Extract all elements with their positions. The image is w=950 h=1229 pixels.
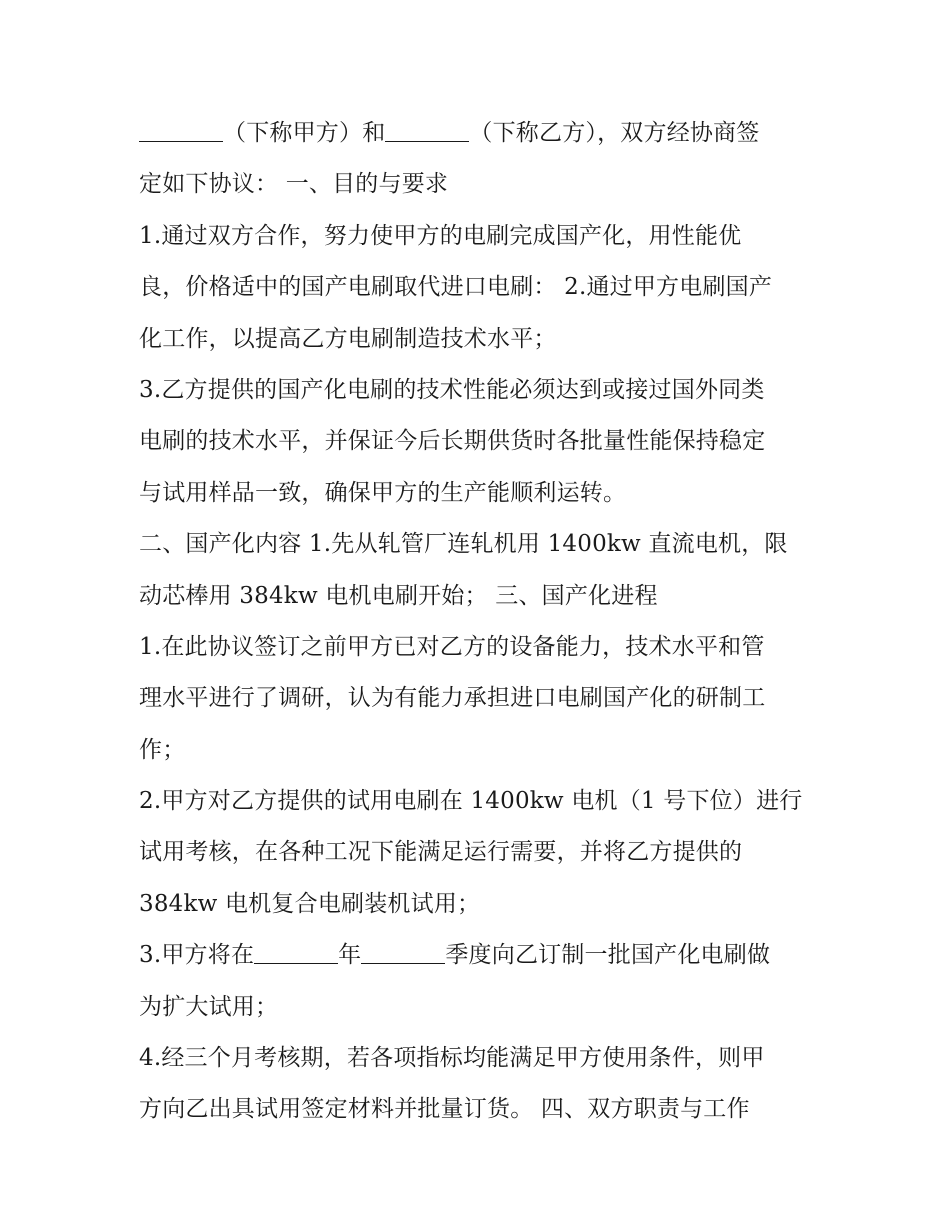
text-line: 电刷的技术水平，并保证今后长期供货时各批量性能保持稳定 [139,428,766,455]
text-line: 1.通过双方合作，努力使甲方的电刷完成国产化，用性能优 [139,222,742,249]
text-line: 良，价格适中的国产电刷取代进口电刷： 2.通过甲方电刷国产 [139,274,773,301]
fill-in-blank[interactable] [254,938,338,964]
text-line: 3.乙方提供的国产化电刷的技术性能必须达到或接过国外同类 [139,376,765,403]
text-line: 动芯棒用 384kw 电机电刷开始； 三、国产化进程 [139,582,658,609]
text-line: 2.甲方对乙方提供的试用电刷在 1400kw 电机（1 号下位）进行 [139,788,803,815]
fill-in-blank[interactable] [361,938,445,964]
text-line: 384kw 电机复合电刷装机试用； [139,890,481,917]
text-line [139,108,829,159]
text-line: 二、国产化内容 1.先从轧管厂连轧机用 1400kw 直流电机，限 [139,531,788,558]
text-line [139,930,829,981]
text-line: 为扩大试用； [139,993,279,1020]
text-line: 理水平进行了调研，认为有能力承担进口电刷国产化的研制工 [139,685,766,712]
text-line: 化工作，以提高乙方电刷制造技术水平； [139,325,557,352]
fill-in-blank[interactable] [139,116,223,142]
line-segment: （下称甲方）和 [223,120,386,146]
text-line: 1.在此协议签订之前甲方已对乙方的设备能力，技术水平和管 [139,633,765,660]
text-line: 方向乙出具试用签定材料并批量订货。 四、双方职责与工作 [139,1096,750,1123]
text-line: 试用考核，在各种工况下能满足运行需要，并将乙方提供的 [139,839,743,866]
document-body [139,108,829,1136]
text-line: 与试用样品一致，确保甲方的生产能顺利运转。 [139,479,627,506]
text-line: 作； [139,736,186,763]
fill-in-blank[interactable] [385,116,469,142]
line-segment: （下称乙方），双方经协商签 [469,120,760,146]
line-segment: 年 [338,942,362,969]
text-line: 定如下协议： 一、目的与要求 [139,171,449,198]
text-line: 4.经三个月考核期，若各项指标均能满足甲方使用条件，则甲 [139,1045,765,1072]
line-segment: 季度向乙订制一批国产化电刷做 [445,942,771,969]
line-segment: 3.甲方将在 [139,942,255,969]
